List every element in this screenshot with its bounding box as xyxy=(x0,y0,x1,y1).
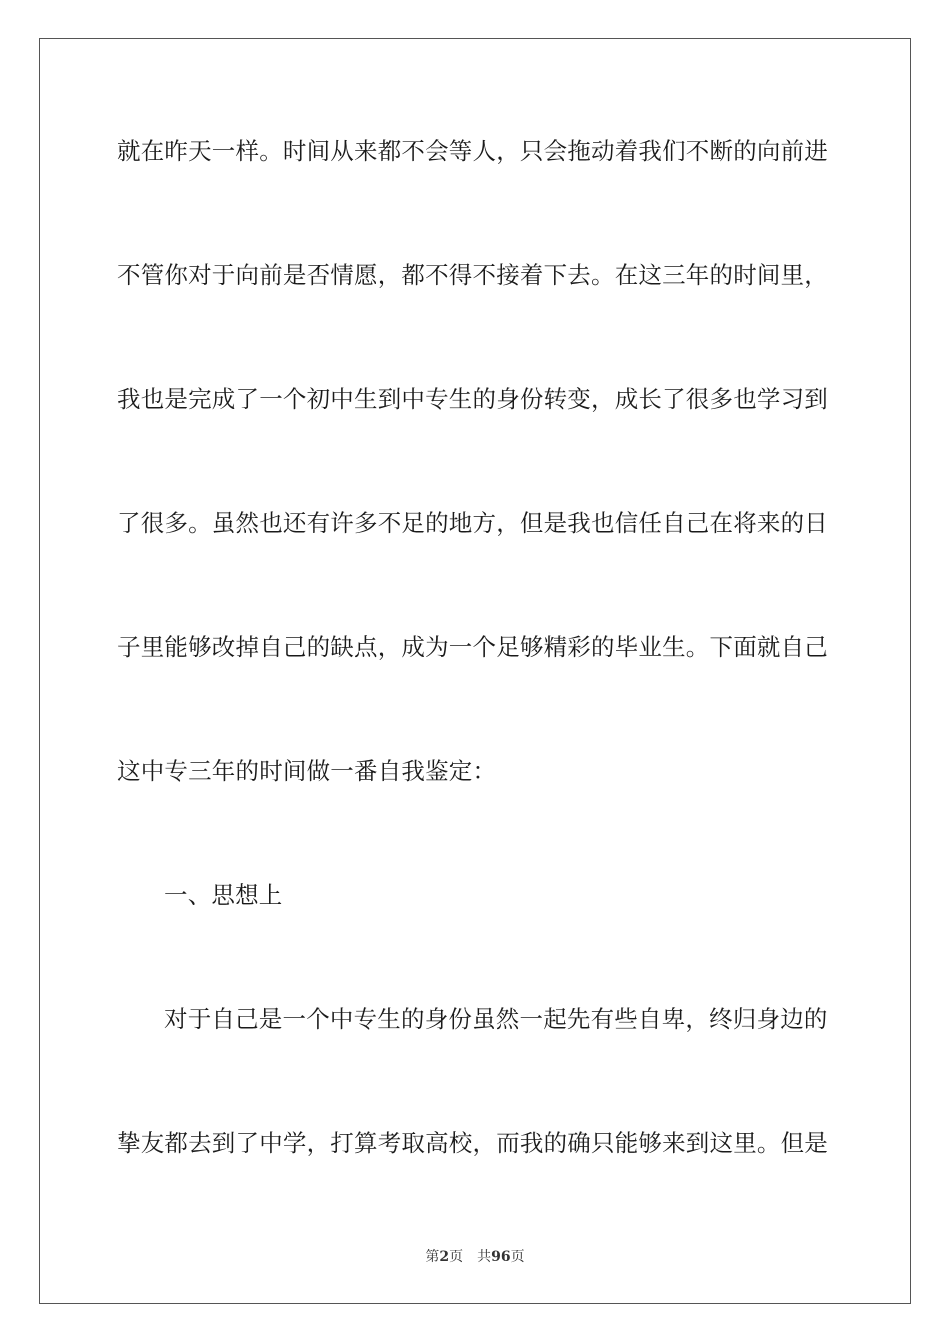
section-heading: 一、思想上 xyxy=(164,881,283,909)
paragraph-line-9: 挚友都去到了中学，打算考取高校，而我的确只能够来到这里。但是 xyxy=(117,1129,828,1157)
total-page-number: 96 xyxy=(491,1249,511,1265)
paragraph-line-6: 这中专三年的时间做一番自我鉴定： xyxy=(117,757,497,785)
paragraph-line-8: 对于自己是一个中专生的身份虽然一起先有些自卑，终归身边的 xyxy=(164,1005,828,1033)
page-footer xyxy=(0,1249,950,1265)
paragraph-line-1: 就在昨天一样。时间从来都不会等人，只会拖动着我们不断的向前进 xyxy=(117,137,828,165)
current-page-number: 2 xyxy=(439,1249,450,1265)
paragraph-line-2: 不管你对于向前是否情愿，都不得不接着下去。在这三年的时间里， xyxy=(117,261,828,289)
page-suffix: 页 xyxy=(449,1249,464,1265)
paragraph-line-4: 了很多。虽然也还有许多不足的地方，但是我也信任自己在将来的日 xyxy=(117,509,828,537)
total-prefix: 共 xyxy=(477,1249,492,1265)
paragraph-line-5: 子里能够改掉自己的缺点，成为一个足够精彩的毕业生。下面就自己 xyxy=(117,633,828,661)
paragraph-line-3: 我也是完成了一个初中生到中专生的身份转变，成长了很多也学习到 xyxy=(117,385,828,413)
page-prefix: 第 xyxy=(425,1249,440,1265)
total-suffix: 页 xyxy=(510,1249,525,1265)
page-border xyxy=(39,38,911,1304)
